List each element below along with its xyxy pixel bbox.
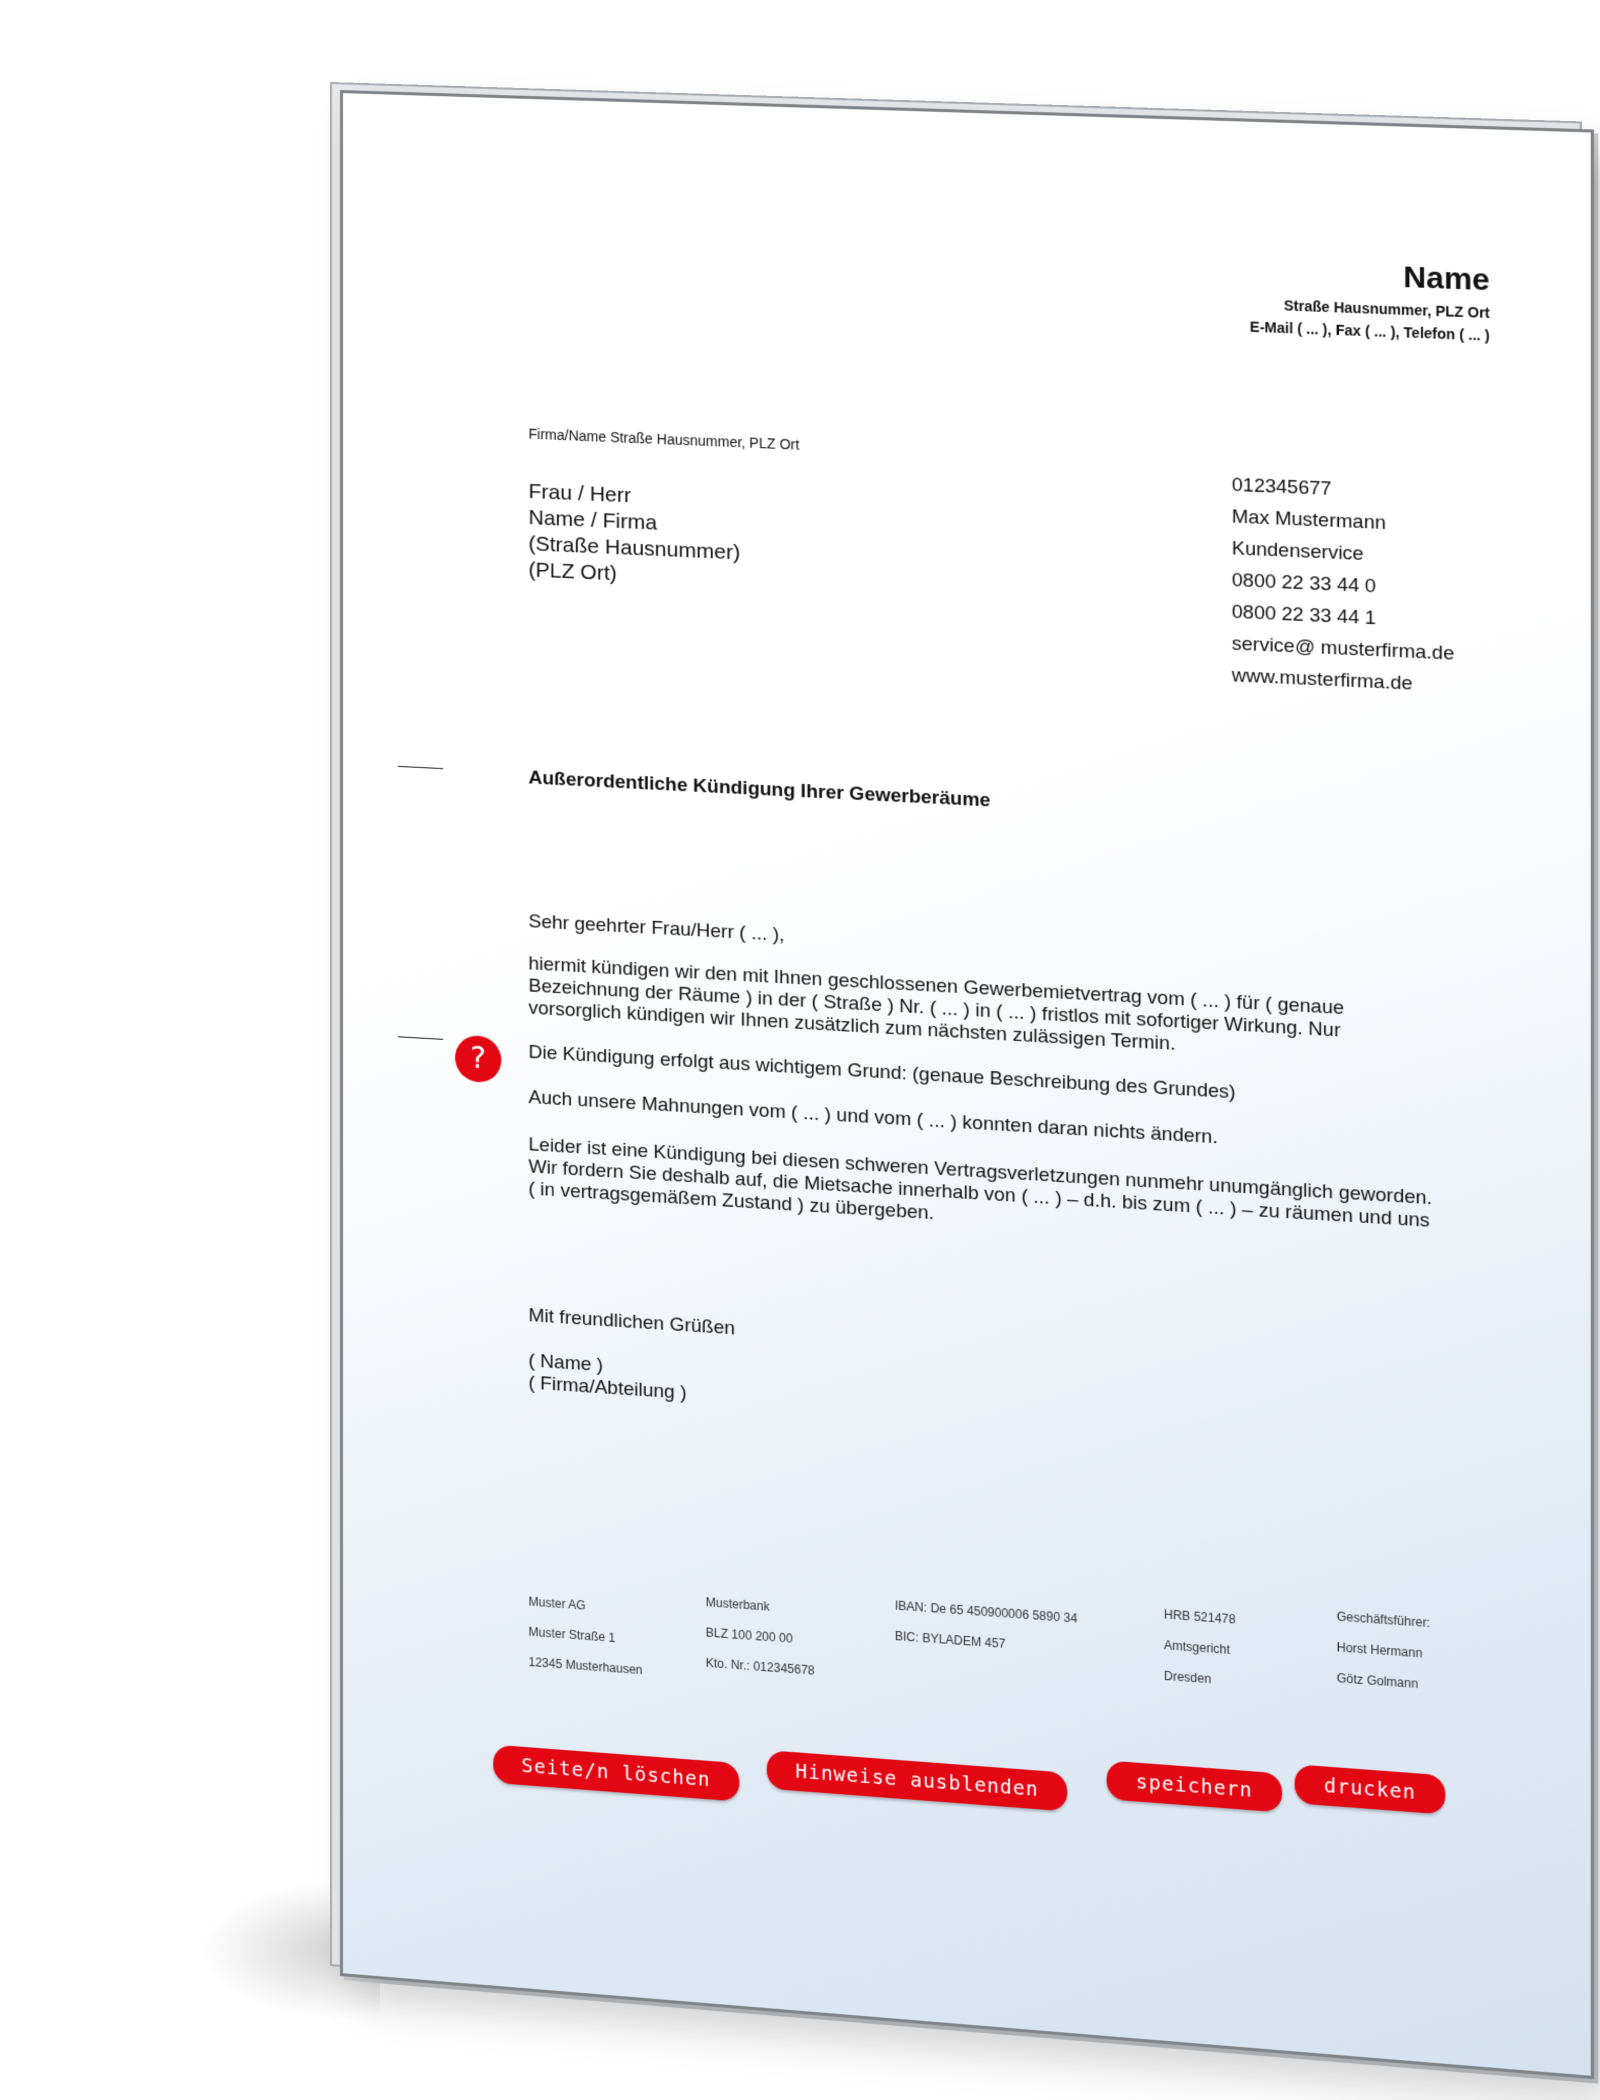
letter-page <box>340 90 1594 2079</box>
footer-line: Muster Straße 1 <box>528 1624 616 1646</box>
salutation: Sehr geehrter Frau/Herr ( ... ), <box>528 911 785 946</box>
body-paragraph: Die Kündigung erfolgt aus wichtigem Grund: (genaue Beschreibung des Grundes) <box>528 1041 1236 1104</box>
return-address: Firma/Name Straße Hausnummer, PLZ Ort <box>528 425 800 453</box>
print-button[interactable]: drucken <box>1295 1764 1446 1814</box>
contact-person: Max Mustermann <box>1231 506 1386 535</box>
hide-hints-button[interactable]: Hinweise ausblenden <box>767 1750 1068 1811</box>
recipient-line: (PLZ Ort) <box>528 558 617 586</box>
recipient-line: Name / Firma <box>528 506 658 535</box>
contact-website: www.musterfirma.de <box>1231 664 1413 695</box>
sender-header <box>1250 255 1490 344</box>
footer-line: Amtsgericht <box>1163 1637 1231 1658</box>
body-paragraph: Auch unsere Mahnungen vom ( ... ) und vom ( ... ) konnten daran nichts ändern. <box>528 1086 1218 1149</box>
contact-block <box>1232 469 1454 702</box>
signature-company: ( Firma/Abteilung ) <box>528 1372 687 1404</box>
body-paragraph: Leider ist eine Kündigung bei diesen schweren Vertragsverletzungen nunmehr unumgänglich geworden. Wir fordern Sie deshalb auf, die Mietsache innerhalb von ( ... ) – d.h. bis zum ( ... ) – zu räumen und uns ( in vertragsgemäßem Zustand ) zu übergeben. <box>528 1134 1433 1232</box>
fold-mark <box>398 766 443 769</box>
recipient-line: Frau / Herr <box>528 479 632 508</box>
letter-subject: Außerordentliche Kündigung Ihrer Gewerberäume <box>528 767 991 812</box>
contact-department: Kundenservice <box>1231 537 1364 566</box>
footer-management <box>1337 1601 1431 1700</box>
footer-iban <box>895 1590 1078 1664</box>
footer-line: Geschäftsführer: <box>1336 1609 1431 1631</box>
signature-name: ( Name ) <box>528 1350 604 1377</box>
recipient-address <box>528 479 740 593</box>
footer-line: Musterbank <box>705 1595 770 1614</box>
save-button[interactable]: speichern <box>1107 1760 1282 1812</box>
contact-fax: 0800 22 33 44 1 <box>1231 601 1376 630</box>
footer-line: 12345 Musterhausen <box>528 1654 643 1678</box>
footer-line: IBAN: De 65 450900006 5890 34 <box>894 1598 1078 1626</box>
contact-phone: 0800 22 33 44 0 <box>1231 569 1376 598</box>
contact-email: service@ musterfirma.de <box>1231 633 1455 665</box>
footer-line: Muster AG <box>528 1594 586 1613</box>
fold-mark <box>398 1036 443 1040</box>
footer-line: Horst Hermann <box>1336 1640 1423 1661</box>
footer-line: HRB 521478 <box>1163 1607 1236 1627</box>
footer-line: BLZ 100 200 00 <box>705 1625 793 1646</box>
recipient-line: (Straße Hausnummer) <box>528 532 741 565</box>
footer-company <box>528 1586 642 1685</box>
help-icon[interactable]: ? <box>455 1035 501 1084</box>
footer-line: BIC: BYLADEM 457 <box>894 1628 1006 1652</box>
contact-reference: 012345677 <box>1231 474 1332 501</box>
footer-line: Kto. Nr.: 012345678 <box>705 1655 815 1678</box>
footer-bank <box>706 1587 815 1686</box>
footer-register <box>1164 1599 1236 1696</box>
body-paragraph: hiermit kündigen wir den mit Ihnen geschlossenen Gewerbemietvertrag vom ( ... ) für ( genaue Bezeichnung der Räume ) in der ( Straße ) Nr. ( ... ) in ( ... ) fristlos mit sofortiger Wirkung. Nur vorsorglich kündigen wir Ihnen zusätzlich zum nächsten zulässigen Termin. <box>528 953 1345 1055</box>
footer-line: Götz Golmann <box>1336 1670 1419 1692</box>
closing: Mit freundlichen Grüßen <box>528 1305 736 1340</box>
sender-name: Name <box>1403 260 1490 298</box>
sender-contact: E-Mail ( ... ), Fax ( ... ), Telefon ( ... ) <box>1249 318 1490 344</box>
delete-pages-button[interactable]: Seite/n löschen <box>493 1745 739 1802</box>
sender-address: Straße Hausnummer, PLZ Ort <box>1283 297 1490 322</box>
footer-line: Dresden <box>1163 1668 1212 1687</box>
